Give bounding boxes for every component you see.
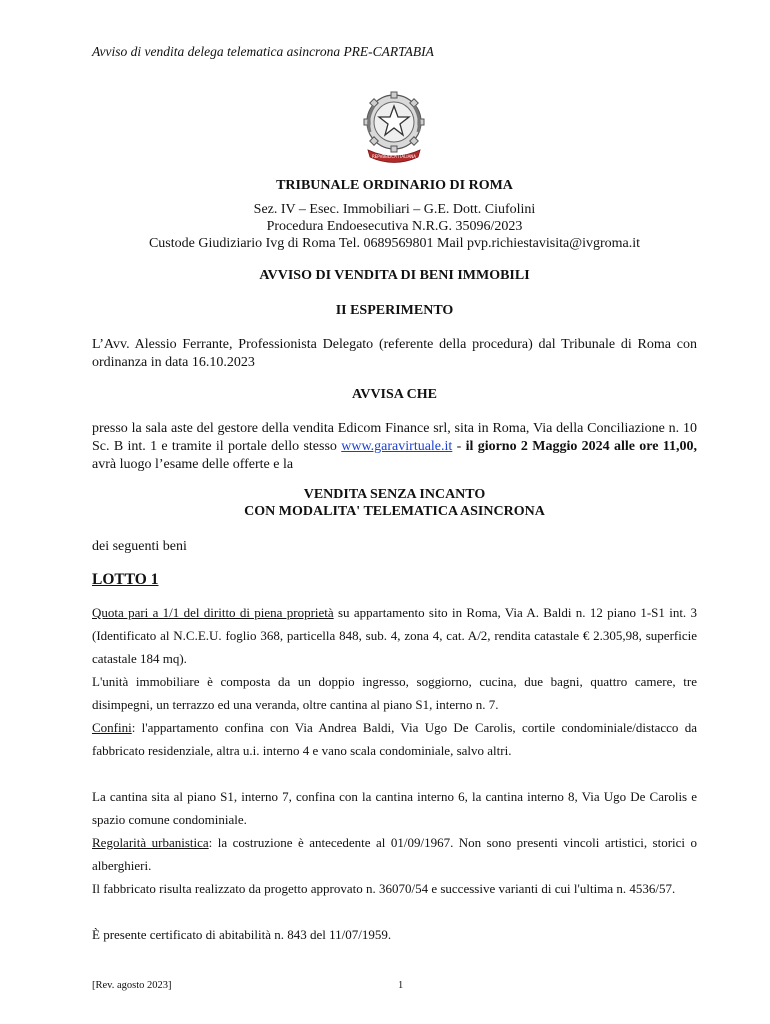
- confini-paragraph: [92, 716, 697, 762]
- footer-revision: [Rev. agosto 2023]: [92, 980, 172, 991]
- attempt-label: II ESPERIMENTO: [335, 303, 454, 318]
- urban-text: : la costruzione è antecedente al 01/09/1967. Non sono presenti vincoli artistici, storici o alberghieri.: [92, 835, 697, 873]
- sale-type-line2: CON MODALITA' TELEMATICA ASINCRONA: [244, 504, 545, 519]
- lot-title: LOTTO 1: [92, 571, 159, 588]
- urban-label: Regolarità urbanistica: [92, 835, 209, 850]
- garavirtuale-link[interactable]: www.garavirtuale.it: [341, 439, 453, 454]
- svg-text:REPVBBLICA ITALIANA: REPVBBLICA ITALIANA: [371, 154, 417, 159]
- following-goods: dei seguenti beni: [92, 539, 187, 554]
- announce-heading: AVVISA CHE: [352, 387, 437, 402]
- certificate-paragraph: È presente certificato di abitabilità n. 843 del 11/07/1959.: [92, 927, 392, 942]
- confini-text: : l'appartamento confina con Via Andrea Baldi, Via Ugo De Carolis, cortile condominiale/distacco da fabbricato residenziale, altra u.i. interno 4 e vano scala condominiale, salvo altri.: [92, 720, 697, 758]
- intro-paragraph: L’Avv. Alessio Ferrante, Professionista Delegato (referente della procedura) dal Tribunale di Roma con ordinanza in data 16.10.2023: [92, 337, 697, 370]
- lot-quota-paragraph: [92, 601, 697, 670]
- sale-type-line1: VENDITA SENZA INCANTO: [303, 487, 486, 502]
- cantina-paragraph: La cantina sita al piano S1, interno 7, confina con la cantina interno 6, la cantina interno 8, Via Ugo De Carolis e spazio comune condominiale.: [92, 789, 697, 827]
- auction-date: il giorno 2 Maggio 2024 alle ore 11,00,: [465, 439, 697, 454]
- urban-paragraph: [92, 831, 697, 877]
- venue-text-after: avrà luogo l’esame delle offerte e la: [92, 457, 294, 472]
- confini-label: Confini: [92, 720, 132, 735]
- custodian-contact: Custode Giudiziario Ivg di Roma Tel. 0689569801 Mail pvp.richiestavisita@ivgroma.it: [148, 236, 641, 251]
- italian-republic-emblem: [356, 88, 432, 166]
- running-header: Avviso di vendita delega telematica asincrona PRE-CARTABIA: [92, 44, 434, 59]
- venue-text: presso la sala aste del gestore della vendita Edicom Finance srl, sita in Roma, Via della Conciliazione n. 10 Sc. B int. 1 e tramite il portale dello stesso: [92, 421, 697, 454]
- notice-title: AVVISO DI VENDITA DI BENI IMMOBILI: [259, 268, 530, 283]
- venue-paragraph: [92, 420, 697, 474]
- venue-dash: -: [452, 439, 466, 454]
- unit-description: L'unità immobiliare è composta da un doppio ingresso, soggiorno, cucina, due bagni, quattro camere, tre disimpegni, un terrazzo ed una veranda, oltre cantina al piano S1, interno n. 7.: [92, 674, 697, 712]
- footer-page-number: 1: [398, 980, 404, 991]
- quota-text: su appartamento sito in Roma, Via A. Baldi n. 12 piano 1-S1 int. 3 (Identificato al N.C.E.U. foglio 368, particella 848, sub. 4, zona 4, cat. A/2, rendita catastale € 2.305,98, superficie catastale 184 mq).: [92, 605, 697, 666]
- court-section: Sez. IV – Esec. Immobiliari – G.E. Dott. Ciufolini: [253, 202, 536, 217]
- quota-label: Quota pari a 1/1 del diritto di piena proprietà: [92, 605, 334, 620]
- court-name: TRIBUNALE ORDINARIO DI ROMA: [276, 178, 513, 193]
- procedure-number: Procedura Endoesecutiva N.R.G. 35096/2023: [266, 219, 523, 234]
- project-paragraph: Il fabbricato risulta realizzato da progetto approvato n. 36070/54 e successive varianti di cui l'ultima n. 4536/57.: [92, 881, 676, 896]
